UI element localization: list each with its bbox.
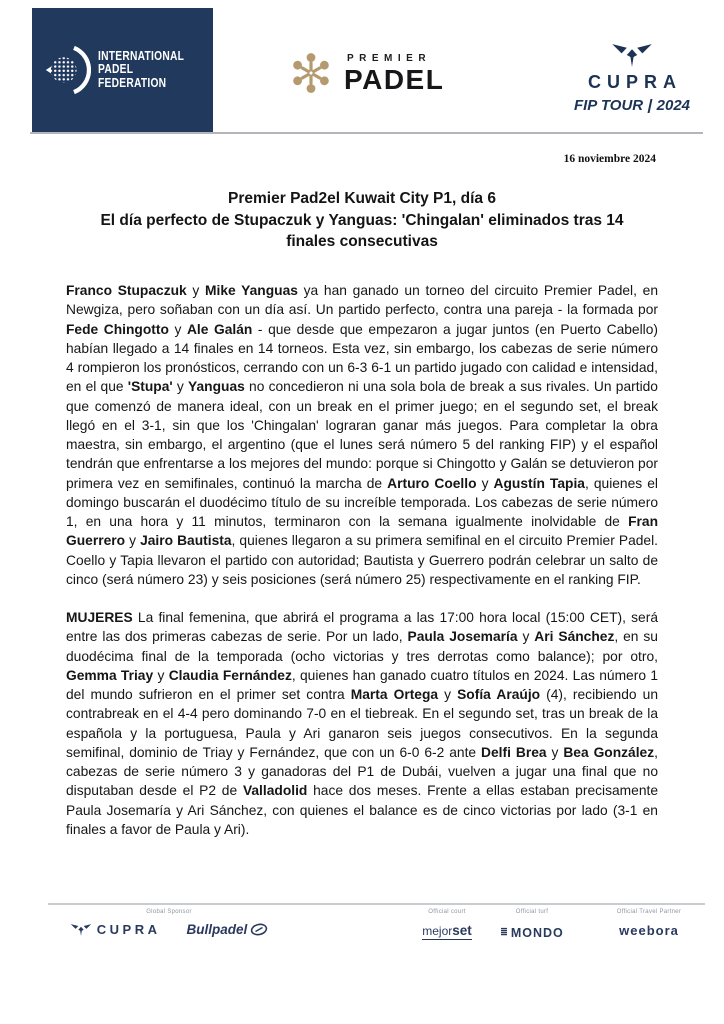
- mejorset-logo: [422, 923, 472, 940]
- cupra-wordmark: CUPRA: [587, 72, 682, 92]
- fip-tour-year: [553, 97, 711, 114]
- official-turf-label: Official turf: [515, 909, 549, 915]
- tour-year: 2024: [656, 97, 691, 114]
- footer-global-sponsor: [58, 909, 280, 937]
- premier-word: PREMIER: [347, 53, 432, 64]
- title-line: Premier Pad2el Kuwait City P1, día 6: [228, 190, 496, 207]
- title-line: finales consecutivas: [286, 233, 438, 250]
- weebora-logo: weebora: [619, 923, 679, 938]
- ipf-logo-text: [98, 50, 184, 91]
- bullpadel-wordmark: Bullpadel: [186, 922, 248, 937]
- ipf-line: FEDERATION: [98, 75, 167, 90]
- bullpadel-oval-icon: [250, 923, 268, 936]
- fip-tour-label: FIP TOUR: [573, 97, 644, 114]
- document-title: [40, 188, 684, 253]
- header-divider: [30, 132, 703, 134]
- footer-official-court: [407, 909, 487, 940]
- bullpadel-logo: [186, 922, 268, 937]
- mejorset-bold-text: set: [452, 923, 472, 938]
- ipf-logo: [32, 8, 213, 132]
- global-sponsor-label: Global Sponsor: [146, 909, 192, 915]
- cupra-sponsor-logo: [70, 922, 161, 937]
- cupra-emblem-icon: [70, 923, 92, 937]
- paragraph-men: Franco Stupaczuk y Mike Yanguas ya han ganado un torneo del circuito Premier Padel, en Newgiza, pero soñaban con un día así. Un partido perfecto, contra una pareja - la formada por Fede Chingotto y Ale Galán - que desde que empezaron a jugar juntos (en Puerto Cabello) habían llegado a 14 finales en 14 torneos. Esta vez, sin embargo, los cabezas de serie número 4 rompieron los pronósticos, cerrando con un 6-3 6-1 un partido jugado con calidad e intensidad, en el que 'Stupa' y Yanguas no concedieron ni una sola bola de break a sus rivales. Un partido que comenzó de manera ideal, con un break en el primer juego; en el segundo set, el break llegó en el 3-1, sin que los 'Chingalan' lograran ganar más juegos. Para completar la obra maestra, sin embargo, el argentino (que el lunes será número 5 del ranking FIP) y el español tendrán que enfrentarse a los mejores del mundo: porque si Chingotto y Galán se detuvieron por primera vez en semifinales, continuó la marcha de Arturo Coello y Agustín Tapia, quienes el domingo buscarán el duodécimo título de su increíble temporada. Los cabezas de serie número 1, en una hora y 11 minutos, terminaron con la semana igualmente inolvidable de Fran Guerrero y Jairo Bautista, quienes llegaron a su primera semifinal en el circuito Premier Padel. Coello y Tapia llevaron el partido con autoridad; Bautista y Guerrero podrán celebrar un salto de cinco (será número 23) y seis posiciones (será número 25) respectivamente en el ranking FIP.: [66, 283, 659, 587]
- cupra-sponsor-wordmark: CUPRA: [96, 922, 161, 937]
- mondo-logo: [500, 926, 563, 940]
- travel-partner-label: Official Travel Partner: [616, 909, 682, 915]
- separator-bar: [648, 99, 652, 113]
- premier-padel-flower-icon: [289, 50, 333, 96]
- cupra-fip-tour-logo: [553, 42, 711, 114]
- document-date: 16 noviembre 2024: [563, 153, 656, 165]
- mejorset-light-text: mejor: [422, 924, 453, 938]
- ipf-line: INTERNATIONAL: [98, 48, 185, 63]
- mondo-bars-icon: ≣: [500, 927, 509, 937]
- footer-official-turf: [494, 909, 570, 940]
- cupra-emblem-icon: [611, 42, 653, 69]
- padel-word: PADEL: [344, 64, 445, 95]
- padel-racket-icon: [45, 42, 91, 98]
- official-court-label: Official court: [428, 909, 466, 915]
- footer-divider: [48, 903, 705, 905]
- mondo-wordmark: MONDO: [510, 925, 564, 940]
- title-line: El día perfecto de Stupaczuk y Yanguas: 'Chingalan' eliminados tras 14: [100, 211, 624, 229]
- article-body: [66, 281, 658, 858]
- paragraph-women: MUJERES La final femenina, que abrirá el programa a las 17:00 hora local (15:00 CET), será entre las dos primeras cabezas de serie. Por un lado, Paula Josemaría y Ari Sánchez, en su duodécima final de la temporada (ocho victorias y tres derrotas como balance); por otro, Gemma Triay y Claudia Fernández, quienes han ganado cuatro títulos en 2024. Las número 1 del mundo sufrieron en el primer set contra Marta Ortega y Sofía Araújo (4), recibiendo un contrabreak en el 4-4 pero dominando 7-0 en el tiebreak. En el segundo set, tras un break de la española y la portuguesa, Paula y Ari ganaron seis juegos consecutivos. En la segunda semifinal, dominio de Triay y Fernández, que con un 6-0 6-2 ante Delfi Brea y Bea González, cabezas de serie número 3 y ganadoras del P1 de Dubái, vuelven a jugar una final que no disputaban desde el P2 de Valladolid hace dos meses. Frente a ellas estaban precisamente Paula Josemaría y Ari Sánchez, con quienes el balance es de cinco victorias por lado (3-1 en finales a favor de Paula y Ari).: [66, 610, 659, 837]
- premier-padel-logo: [289, 50, 444, 96]
- premier-padel-wordmark: [344, 53, 444, 93]
- footer-travel-partner: [586, 909, 712, 940]
- ipf-line: PADEL: [98, 62, 134, 77]
